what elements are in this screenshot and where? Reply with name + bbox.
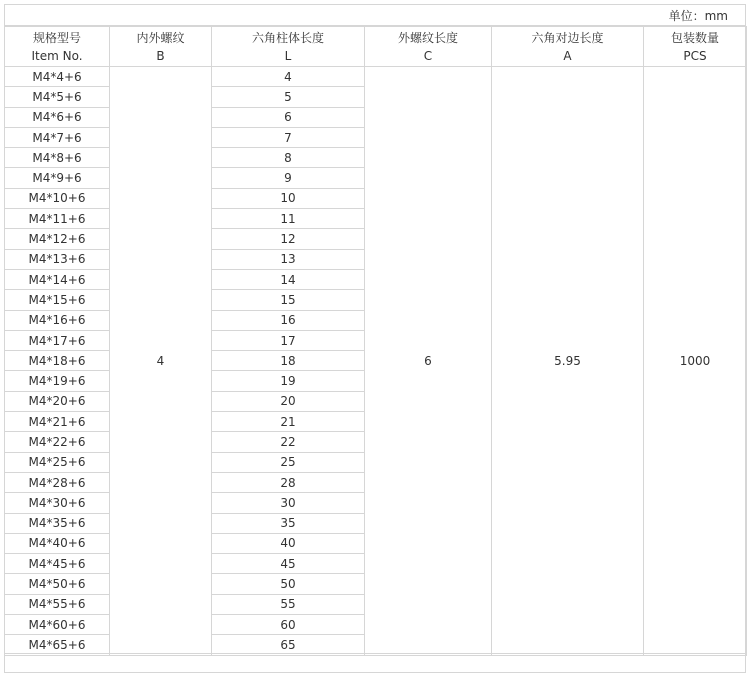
hex-length-cell: 60: [212, 615, 365, 635]
item-no-cell: M4*35+6: [5, 513, 110, 533]
hex-length-cell: 16: [212, 310, 365, 330]
header-outer-thread-length-en: C: [423, 48, 433, 63]
header-item-no: [5, 27, 110, 67]
item-no-cell: M4*65+6: [5, 635, 110, 655]
header-outer-thread-length-cn: 外螺纹长度: [397, 30, 458, 45]
item-no-cell: M4*40+6: [5, 533, 110, 553]
hex-length-cell: 65: [212, 635, 365, 655]
header-hex-length-en: L: [284, 48, 292, 63]
header-hex-length: [212, 27, 365, 67]
hex-length-cell: 20: [212, 391, 365, 411]
item-no-cell: M4*22+6: [5, 432, 110, 452]
item-no-cell: M4*11+6: [5, 209, 110, 229]
item-no-cell: M4*8+6: [5, 148, 110, 168]
hex-length-cell: 9: [212, 168, 365, 188]
table-header-row: [5, 27, 747, 67]
table-body: [5, 67, 747, 656]
hex-length-cell: 11: [212, 209, 365, 229]
hex-length-cell: 21: [212, 412, 365, 432]
hex-length-cell: 5: [212, 87, 365, 107]
hex-length-cell: 28: [212, 472, 365, 492]
hex-length-cell: 4: [212, 67, 365, 87]
hex-length-cell: 22: [212, 432, 365, 452]
item-no-cell: M4*14+6: [5, 269, 110, 289]
hex-length-cell: 45: [212, 554, 365, 574]
header-item-no-en: Item No.: [31, 48, 83, 63]
unit-bar: [4, 4, 746, 26]
header-outer-thread-length: [365, 27, 492, 67]
header-thread-en: B: [156, 48, 165, 63]
unit-label: 单位：mm: [668, 9, 728, 23]
item-no-cell: M4*18+6: [5, 351, 110, 371]
hex-length-cell: 25: [212, 452, 365, 472]
header-thread-cn: 内外螺纹: [136, 30, 185, 45]
item-no-cell: M4*5+6: [5, 87, 110, 107]
item-no-cell: M4*30+6: [5, 493, 110, 513]
outer-thread-length-cell: 6: [365, 67, 492, 656]
hex-length-cell: 12: [212, 229, 365, 249]
hex-length-cell: 15: [212, 290, 365, 310]
header-hex-width: [492, 27, 644, 67]
hex-length-cell: 18: [212, 351, 365, 371]
item-no-cell: M4*9+6: [5, 168, 110, 188]
item-no-cell: M4*55+6: [5, 594, 110, 614]
item-no-cell: M4*6+6: [5, 107, 110, 127]
hex-length-cell: 19: [212, 371, 365, 391]
hex-width-cell: 5.95: [492, 67, 644, 656]
hex-length-cell: 55: [212, 594, 365, 614]
item-no-cell: M4*7+6: [5, 127, 110, 147]
item-no-cell: M4*28+6: [5, 472, 110, 492]
header-hex-width-en: A: [563, 48, 572, 63]
header-hex-width-cn: 六角对边长度: [531, 30, 604, 45]
item-no-cell: M4*21+6: [5, 412, 110, 432]
item-no-cell: M4*10+6: [5, 188, 110, 208]
hex-length-cell: 35: [212, 513, 365, 533]
item-no-cell: M4*17+6: [5, 330, 110, 350]
item-no-cell: M4*19+6: [5, 371, 110, 391]
header-hex-length-cn: 六角柱体长度: [251, 30, 324, 45]
header-pcs: [644, 27, 747, 67]
item-no-cell: M4*20+6: [5, 391, 110, 411]
item-no-cell: M4*12+6: [5, 229, 110, 249]
hex-length-cell: 8: [212, 148, 365, 168]
hex-length-cell: 30: [212, 493, 365, 513]
hex-length-cell: 13: [212, 249, 365, 269]
header-item-no-cn: 规格型号: [32, 30, 81, 45]
header-pcs-cn: 包装数量: [670, 30, 719, 45]
hex-length-cell: 10: [212, 188, 365, 208]
hex-length-cell: 7: [212, 127, 365, 147]
table-row: [5, 67, 747, 87]
pcs-cell: 1000: [644, 67, 747, 656]
item-no-cell: M4*13+6: [5, 249, 110, 269]
thread-cell: 4: [110, 67, 212, 656]
item-no-cell: M4*25+6: [5, 452, 110, 472]
header-thread: [110, 27, 212, 67]
hex-length-cell: 14: [212, 269, 365, 289]
spec-table: [4, 26, 747, 656]
item-no-cell: M4*45+6: [5, 554, 110, 574]
item-no-cell: M4*15+6: [5, 290, 110, 310]
item-no-cell: M4*50+6: [5, 574, 110, 594]
item-no-cell: M4*60+6: [5, 615, 110, 635]
hex-length-cell: 17: [212, 330, 365, 350]
hex-length-cell: 50: [212, 574, 365, 594]
header-pcs-en: PCS: [683, 48, 707, 63]
table-footer-strip: [4, 653, 746, 673]
item-no-cell: M4*16+6: [5, 310, 110, 330]
item-no-cell: M4*4+6: [5, 67, 110, 87]
hex-length-cell: 6: [212, 107, 365, 127]
hex-length-cell: 40: [212, 533, 365, 553]
